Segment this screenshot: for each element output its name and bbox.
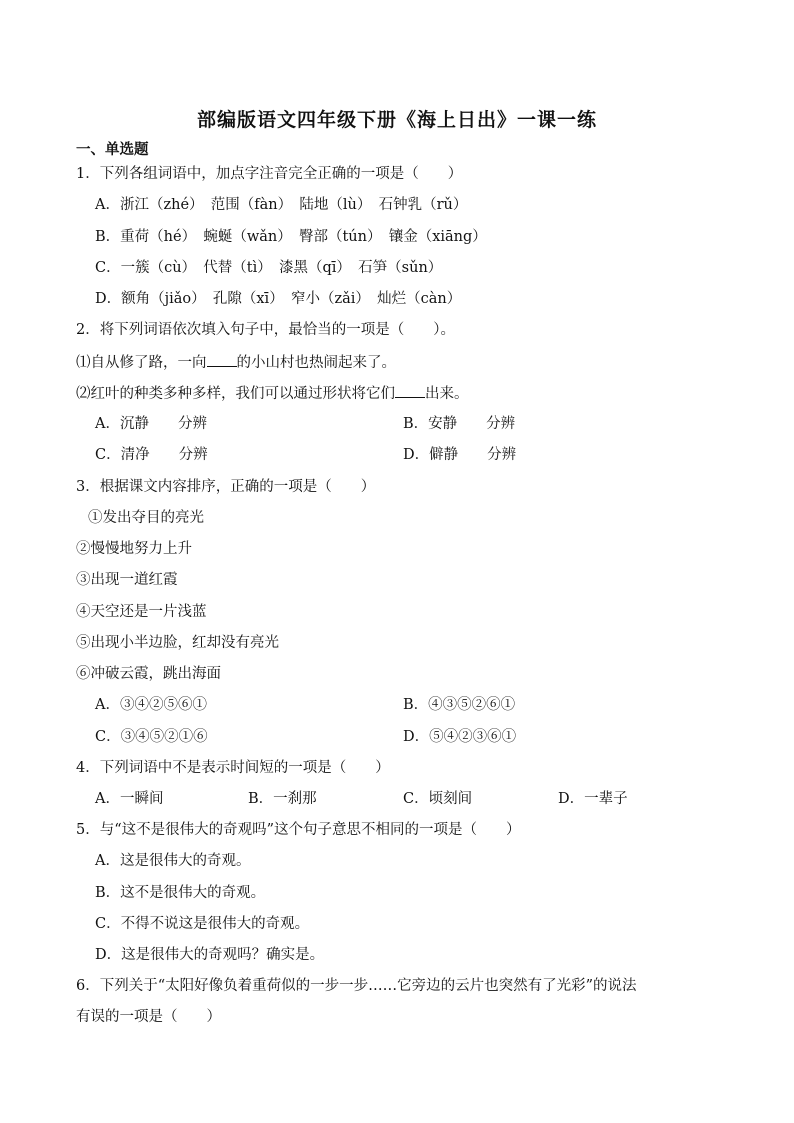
question-3-option-b: B．④③⑤②⑥①: [403, 697, 516, 713]
question-1-stem: 1．下列各组词语中，加点字注音完全正确的一项是（ ）: [76, 166, 463, 182]
section-heading: 一、单选题: [76, 141, 149, 158]
page-title: 部编版语文四年级下册《海上日出》一课一练: [196, 109, 597, 131]
question-3-item-4: ④天空还是一片浅蓝: [76, 604, 207, 620]
question-3-option-d: D．⑤④②③⑥①: [403, 729, 517, 745]
question-2-stem: 2．将下列词语依次填入句子中，最恰当的一项是（ ）。: [76, 322, 455, 338]
sentence-1-before-blank: ⑴自从修了路，一向: [76, 355, 207, 371]
question-1-option-d: D．额角（jiǎo） 孔隙（xī） 窄小（zǎi） 灿烂（càn）: [95, 291, 462, 307]
question-1-option-a: A．浙江（zhé） 范围（fàn） 陆地（lù） 石钟乳（rǔ）: [95, 197, 468, 213]
question-3-stem: 3．根据课文内容排序，正确的一项是（ ）: [76, 479, 376, 495]
sentence-2-before-blank: ⑵红叶的种类多种多样，我们可以通过形状将它们: [76, 386, 395, 402]
question-2-option-d: D．僻静 分辨: [403, 447, 517, 463]
sentence-2-after-blank: 出来。: [425, 386, 469, 402]
question-4-option-c: C．顷刻间: [403, 791, 473, 807]
question-3-item-2: ②慢慢地努力上升: [76, 541, 192, 557]
question-2-option-a: A．沉静 分辨: [95, 416, 207, 432]
question-4-option-b: B．一刹那: [248, 791, 317, 807]
question-3-item-3: ③出现一道红霞: [76, 572, 178, 588]
question-1-option-b: B．重荷（hé） 蜿蜒（wǎn） 臀部（tún） 镶金（xiāng）: [95, 229, 487, 245]
fill-blank-1: [207, 352, 237, 367]
question-3-option-a: A．③④②⑤⑥①: [95, 697, 207, 713]
question-5-stem: 5．与“这不是很伟大的奇观吗”这个句子意思不相同的一项是（ ）: [76, 822, 521, 838]
question-4-stem: 4．下列词语中不是表示时间短的一项是（ ）: [76, 760, 390, 776]
question-2-sentence-2: [76, 383, 469, 404]
question-5-option-c: C．不得不说这是很伟大的奇观。: [95, 916, 310, 932]
fill-blank-2: [395, 383, 425, 398]
sentence-1-after-blank: 的小山村也热闹起来了。: [236, 355, 396, 371]
question-3-item-6: ⑥冲破云霞，跳出海面: [76, 666, 221, 682]
question-2-sentence-1: [76, 352, 396, 373]
question-6-stem-line-2: 有误的一项是（ ）: [76, 1009, 221, 1025]
question-4-option-d: D．一辈子: [558, 791, 628, 807]
question-3-item-1: ①发出夺目的亮光: [88, 510, 204, 526]
question-3-item-5: ⑤出现小半边脸，红却没有亮光: [76, 635, 279, 651]
question-5-option-a: A．这是很伟大的奇观。: [95, 853, 251, 869]
question-1-option-c: C．一簇（cù） 代替（tì） 漆黑（qī） 石笋（sǔn）: [95, 260, 443, 276]
question-2-option-b: B．安静 分辨: [403, 416, 516, 432]
question-3-option-c: C．③④⑤②①⑥: [95, 729, 208, 745]
question-6-stem-line-1: 6．下列关于“太阳好像负着重荷似的一步一步……它旁边的云片也突然有了光彩”的说法: [76, 978, 637, 994]
question-2-option-c: C．清净 分辨: [95, 447, 208, 463]
question-5-option-b: B．这不是很伟大的奇观。: [95, 885, 266, 901]
question-5-option-d: D．这是很伟大的奇观吗？确实是。: [95, 947, 325, 963]
question-4-option-a: A．一瞬间: [95, 791, 164, 807]
